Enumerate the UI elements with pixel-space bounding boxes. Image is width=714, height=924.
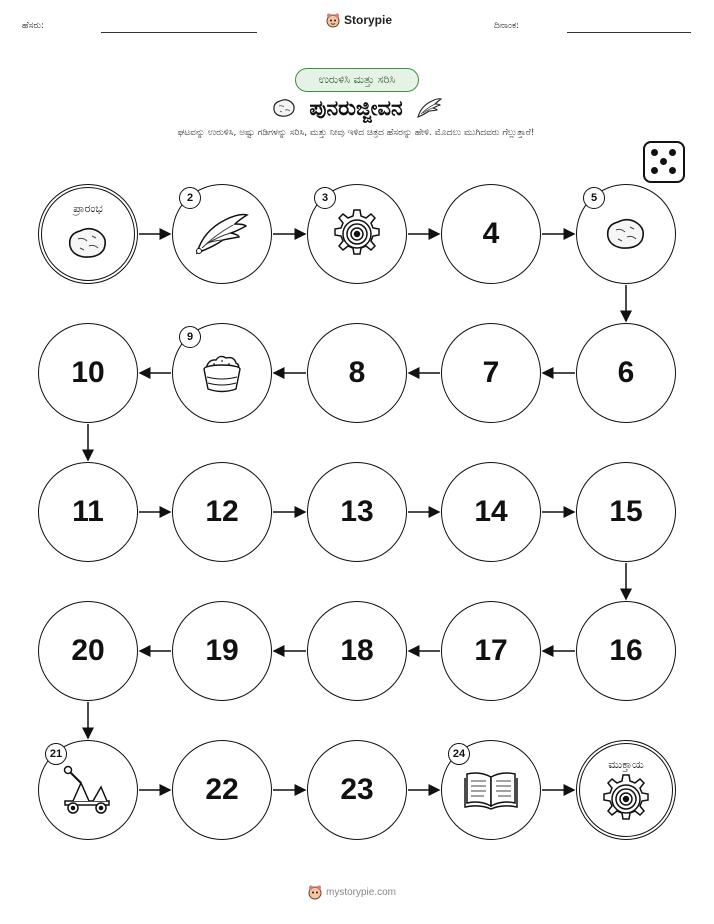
flour-bowl-icon [198,351,246,399]
footer [308,884,396,900]
cell-number-badge: 9 [179,326,201,348]
board-cell-24 [441,740,541,840]
cell-number-badge: 3 [314,187,336,209]
cell-number: 14 [474,495,508,528]
board-cell-15 [576,462,676,562]
cell-number: 6 [617,356,635,389]
storypie-mascot-icon [308,884,322,900]
cell-number: 11 [72,495,104,528]
cell-number: 12 [205,495,239,528]
cell-number: 20 [71,634,105,667]
cell-number: 23 [340,773,374,806]
cell-number-badge: 5 [583,187,605,209]
cell-number: 16 [609,634,643,667]
cell-number: 17 [474,634,508,667]
board-cell-22 [172,740,272,840]
cell-number: 13 [340,495,374,528]
board-cell-20 [38,601,138,701]
board-cell-17 [441,601,541,701]
start-label: ಪ್ರಾರಂಭ [73,202,103,215]
cell-number: 22 [205,773,239,806]
catapult-icon [59,765,117,819]
board-cell-16 [576,601,676,701]
gear-icon [330,207,384,265]
board-cell-3 [307,184,407,284]
cell-number: 10 [71,356,105,389]
date-label: ದಿನಾಂಕ: [494,21,520,31]
gear-icon [599,772,653,830]
board-cell-25 [576,740,676,840]
rock-icon [66,224,110,266]
cell-number-badge: 21 [45,743,67,765]
cell-number: 8 [348,356,366,389]
wing-icon [193,211,251,261]
instructions: ಘಟವನ್ನು ಉರುಳಿಸಿ, ಅಷ್ಟು ಗಡಿಗಳನ್ನು ಸರಿಸಿ, ಮತ್ತು ನೀವು ಇಳಿದ ಚಿತ್ರದ ಹೆಸರನ್ನು ಹೇಳಿ. ಮೊದಲು ಮುಗಿದವರು ಗೆಲ್ಲುತ್ತಾರೆ! [177,128,535,138]
rock-icon [604,215,648,257]
page-title: ಪುನರುಜ್ಜೀವನ [309,95,403,120]
cell-number: 15 [609,495,643,528]
name-label: ಹೆಸರು: [22,21,45,31]
cell-number: 7 [482,356,500,389]
board-cell-12 [172,462,272,562]
board-cell-23 [307,740,407,840]
board-cell-13 [307,462,407,562]
board-cell-4 [441,184,541,284]
cell-number: 4 [482,217,500,250]
cell-number: 18 [340,634,374,667]
end-label: ಮುಕ್ತಾಯ [608,758,644,771]
board-cell-19 [172,601,272,701]
board-cell-9 [172,323,272,423]
footer-url[interactable]: mystorypie.com [326,886,397,898]
board-cell-10 [38,323,138,423]
cell-number-badge: 24 [448,743,470,765]
activity-tag: ಉರುಳಿಸಿ ಮತ್ತು ಸರಿಸಿ [295,68,419,92]
open-book-icon [462,769,520,815]
board-cell-6 [576,323,676,423]
board-cell-21 [38,740,138,840]
board-cell-1 [38,184,138,284]
board-cell-5 [576,184,676,284]
board-cell-18 [307,601,407,701]
brand-name: Storypie [344,13,393,27]
board-cell-7 [441,323,541,423]
board-cell-14 [441,462,541,562]
cell-number: 19 [205,634,239,667]
board-cell-11 [38,462,138,562]
cell-number-badge: 2 [179,187,201,209]
board-cell-8 [307,323,407,423]
board-cell-2 [172,184,272,284]
